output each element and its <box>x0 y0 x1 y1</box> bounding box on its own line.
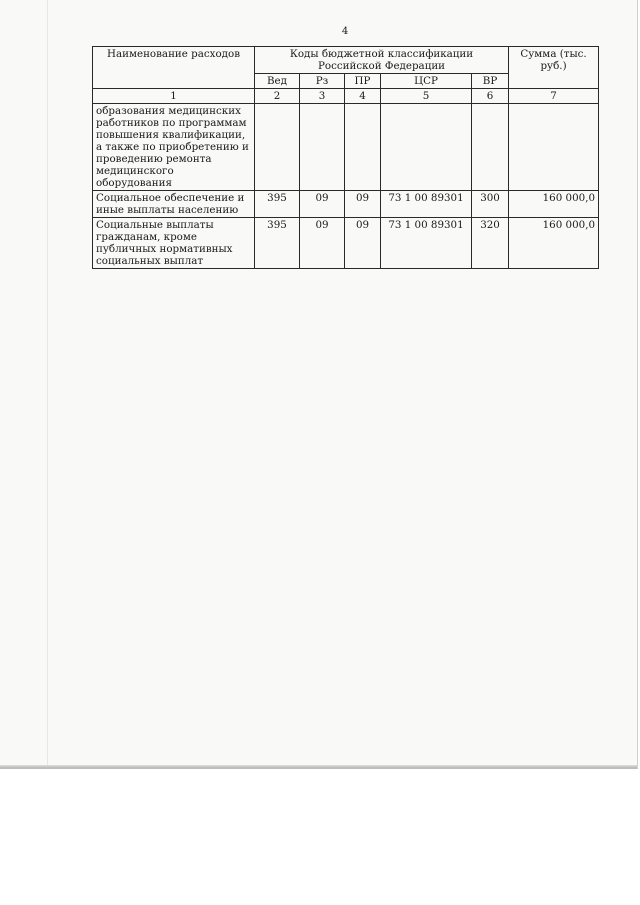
code-csr <box>381 104 472 191</box>
column-number: 5 <box>381 89 472 104</box>
code-rz: 09 <box>300 191 345 218</box>
expense-name: Социальные выплаты гражданам, кроме публичных нормативных социальных выплат <box>93 218 255 269</box>
header-csr: ЦСР <box>381 74 472 89</box>
code-csr: 73 1 00 89301 <box>381 218 472 269</box>
page-bottom-edge <box>0 765 637 768</box>
expense-name: Социальное обеспечение и иные выплаты населению <box>93 191 255 218</box>
amount: 160 000,0 <box>509 218 599 269</box>
code-vr: 300 <box>472 191 509 218</box>
code-pr: 09 <box>345 191 381 218</box>
code-rz: 09 <box>300 218 345 269</box>
budget-table <box>92 46 599 269</box>
column-number: 6 <box>472 89 509 104</box>
amount: 160 000,0 <box>509 191 599 218</box>
code-pr <box>345 104 381 191</box>
column-number: 4 <box>345 89 381 104</box>
header-name: Наименование расходов <box>93 47 255 89</box>
column-number: 1 <box>93 89 255 104</box>
column-number-row <box>93 89 599 104</box>
header-ved: Вед <box>255 74 300 89</box>
page-binding-edge <box>47 0 48 768</box>
header-codes: Коды бюджетной классификации Российской Федерации <box>255 47 509 74</box>
code-rz <box>300 104 345 191</box>
code-vr: 320 <box>472 218 509 269</box>
header-rz: Рз <box>300 74 345 89</box>
header-row <box>93 47 599 74</box>
code-vr <box>472 104 509 191</box>
code-csr: 73 1 00 89301 <box>381 191 472 218</box>
amount <box>509 104 599 191</box>
column-number: 3 <box>300 89 345 104</box>
expense-name: образования медицинских работников по программам повышения квалификации, а также по приобретению и проведению ремонта медицинского оборудования <box>93 104 255 191</box>
table-row <box>93 104 599 191</box>
table-row <box>93 191 599 218</box>
column-number: 7 <box>509 89 599 104</box>
code-ved: 395 <box>255 191 300 218</box>
column-number: 2 <box>255 89 300 104</box>
code-ved <box>255 104 300 191</box>
table-row <box>93 218 599 269</box>
header-vr: ВР <box>472 74 509 89</box>
header-sum: Сумма (тыс. руб.) <box>509 47 599 89</box>
code-pr: 09 <box>345 218 381 269</box>
page-number: 4 <box>341 26 349 37</box>
header-pr: ПР <box>345 74 381 89</box>
code-ved: 395 <box>255 218 300 269</box>
